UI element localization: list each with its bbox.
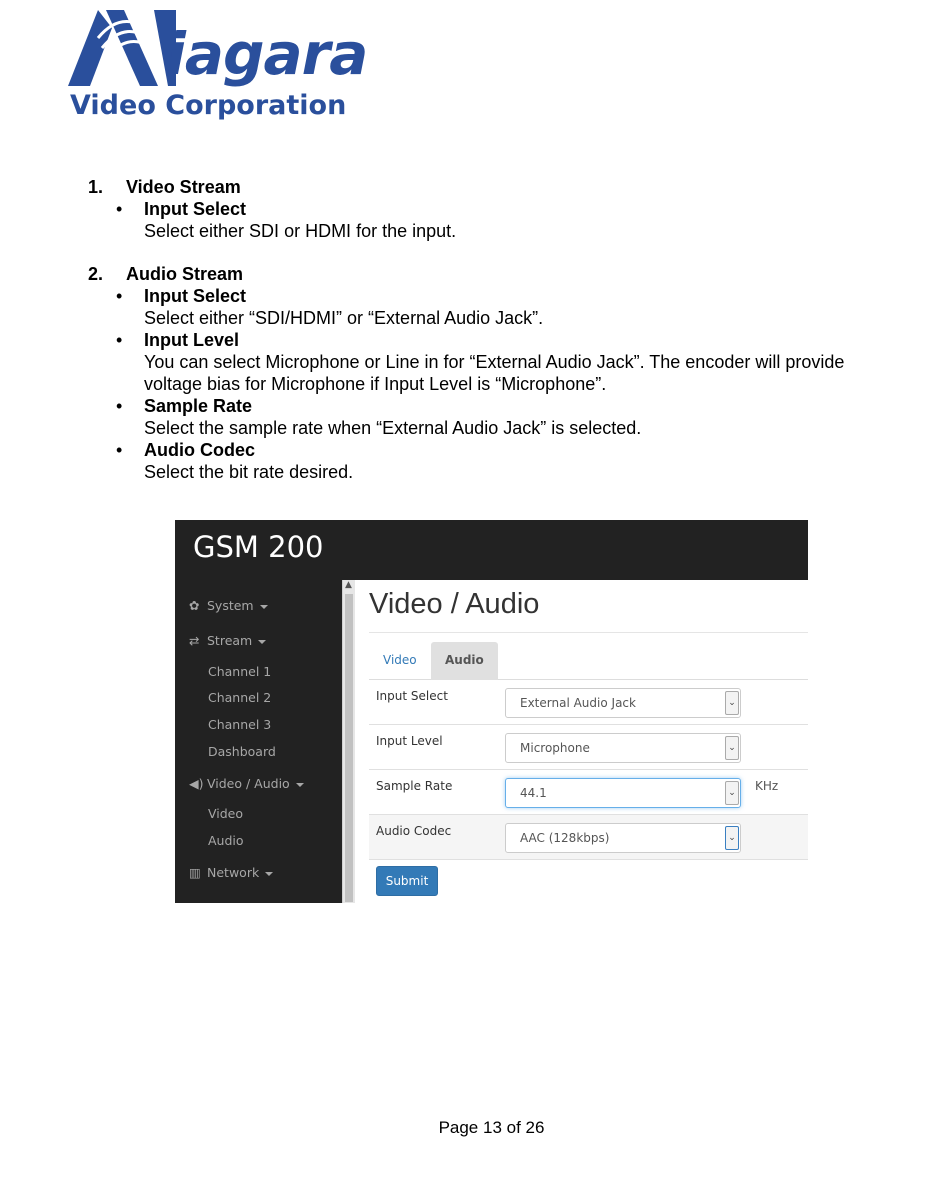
- sidebar-item-channel-1[interactable]: Channel 1: [208, 664, 272, 679]
- bullet-desc: Select either “SDI/HDMI” or “External Audio Jack”.: [144, 308, 544, 328]
- input-level-dropdown[interactable]: [505, 733, 741, 763]
- bullet-title: Input Select: [144, 286, 247, 306]
- section-title: Audio Stream: [126, 264, 244, 284]
- sidebar-item-label: Video / Audio: [207, 776, 290, 791]
- field-label: Input Select: [376, 689, 448, 703]
- gsm-ui-screenshot: [175, 520, 808, 903]
- bullet-title: Sample Rate: [144, 396, 253, 416]
- exchange-arrows-icon: ⇄: [189, 633, 200, 648]
- caret-down-icon: [296, 783, 304, 787]
- form-row-input-level: [369, 725, 808, 770]
- gear-icon: ✿: [189, 598, 200, 613]
- tab-bar: [369, 642, 808, 680]
- select-value: Microphone: [520, 741, 590, 755]
- sidebar-item-audio[interactable]: Audio: [208, 833, 244, 848]
- bullet-desc: Select either SDI or HDMI for the input.: [144, 221, 457, 241]
- bullet-title: Input Select: [144, 199, 247, 219]
- sidebar-item-stream[interactable]: [189, 633, 266, 648]
- sidebar-item-label: Stream: [207, 633, 253, 648]
- bullet-desc: Select the sample rate when “External Audio Jack” is selected.: [144, 418, 642, 438]
- scrollbar-thumb[interactable]: [345, 594, 353, 902]
- sidebar-item-channel-2[interactable]: Channel 2: [208, 690, 272, 705]
- sidebar-scrollbar[interactable]: [342, 580, 355, 903]
- chevron-down-icon[interactable]: ⌄: [725, 826, 739, 850]
- chevron-down-icon[interactable]: ⌄: [725, 736, 739, 760]
- caret-down-icon: [260, 605, 268, 609]
- sidebar-item-label: System: [207, 598, 254, 613]
- audio-codec-dropdown[interactable]: [505, 823, 741, 853]
- section-heading: [88, 176, 241, 198]
- unit-label: KHz: [755, 779, 779, 793]
- sidebar-item-video[interactable]: Video: [208, 806, 244, 821]
- sidebar-item-dashboard[interactable]: Dashboard: [208, 744, 276, 759]
- brand-title[interactable]: GSM 200: [193, 530, 324, 564]
- page-number: Page 13 of 26: [438, 1118, 545, 1137]
- bullet-desc: You can select Microphone or Line in for “External Audio Jack”. The encoder will provide voltage bias for Microphone if Input Level is “Microphone”.: [144, 352, 845, 394]
- bullet-icon: •: [116, 396, 123, 416]
- logo-subtitle: Video Corporation: [70, 90, 347, 121]
- company-logo: [68, 8, 368, 130]
- field-label: Sample Rate: [376, 779, 453, 793]
- select-value: External Audio Jack: [520, 696, 636, 710]
- speaker-icon: ◀): [189, 776, 204, 791]
- input-select-dropdown[interactable]: [505, 688, 741, 718]
- chevron-down-icon[interactable]: ⌄: [725, 781, 739, 805]
- field-label: Audio Codec: [376, 824, 452, 838]
- scroll-up-arrow-icon[interactable]: ▲: [345, 580, 352, 590]
- logo-wordmark: iagara: [166, 20, 368, 88]
- page-title: Video / Audio: [369, 588, 540, 620]
- form-row-sample-rate: [369, 770, 808, 815]
- section-heading: [88, 263, 243, 285]
- field-label: Input Level: [376, 734, 443, 748]
- sidebar-item-system[interactable]: [189, 598, 268, 613]
- form-row-audio-codec: [369, 815, 808, 860]
- tab-video[interactable]: Video: [383, 653, 417, 667]
- bullet-icon: •: [116, 286, 123, 306]
- tab-audio[interactable]: Audio: [431, 642, 498, 680]
- section-title: Video Stream: [126, 177, 241, 197]
- sidebar-item-label: Network: [207, 865, 260, 880]
- submit-button[interactable]: Submit: [376, 866, 438, 896]
- section-number: 2.: [88, 264, 104, 284]
- bullet-icon: •: [116, 199, 123, 219]
- divider: [369, 632, 808, 633]
- sidebar-item-video-audio[interactable]: [189, 776, 304, 791]
- select-value: 44.1: [520, 786, 547, 800]
- sidebar: [175, 580, 342, 903]
- bullet-title: Input Level: [144, 330, 240, 350]
- select-value: AAC (128kbps): [520, 831, 610, 845]
- sidebar-item-channel-3[interactable]: Channel 3: [208, 717, 272, 732]
- bullet-icon: •: [116, 440, 123, 460]
- section-number: 1.: [88, 177, 104, 197]
- sidebar-item-network[interactable]: [189, 865, 273, 880]
- sample-rate-dropdown[interactable]: [505, 778, 741, 808]
- bullet-desc: Select the bit rate desired.: [144, 462, 354, 482]
- top-navbar: [175, 520, 808, 580]
- caret-down-icon: [258, 640, 266, 644]
- caret-down-icon: [265, 872, 273, 876]
- bar-chart-icon: ▥: [189, 865, 201, 880]
- main-content: [369, 580, 808, 903]
- form-row-input-select: [369, 680, 808, 725]
- bullet-title: Audio Codec: [144, 440, 255, 460]
- chevron-down-icon[interactable]: ⌄: [725, 691, 739, 715]
- bullet-icon: •: [116, 330, 123, 350]
